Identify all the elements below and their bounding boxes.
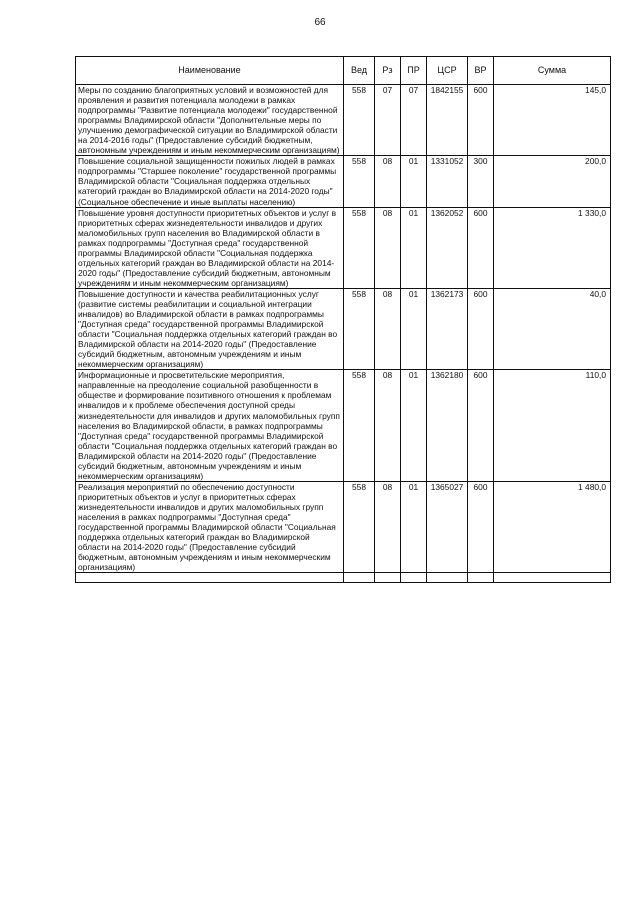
cell-rz: 07: [375, 85, 401, 156]
cell-sum: 200,0: [494, 156, 611, 207]
header-vr: ВР: [468, 57, 494, 85]
empty-cell: [401, 573, 427, 583]
cell-rz: 08: [375, 370, 401, 482]
empty-cell: [375, 573, 401, 583]
cell-pr: 07: [401, 85, 427, 156]
cell-pr: 01: [401, 156, 427, 207]
cell-vr: 300: [468, 156, 494, 207]
table-row: [76, 156, 611, 207]
table-row-empty: [76, 573, 611, 583]
cell-ved: 558: [344, 481, 375, 572]
page-number: 66: [314, 17, 326, 28]
empty-cell: [468, 573, 494, 583]
cell-name: Повышение социальной защищенности пожилых людей в рамках подпрограммы "Старшее поколение" государственной программы Владимирской области "Социальная поддержка отдельных категорий граждан во Владимирской области на 2014-2020 годы" (Социальное обеспечение и иные выплаты населению): [76, 156, 344, 207]
header-rz: Рз: [375, 57, 401, 85]
cell-csr: 1362180: [427, 370, 468, 482]
cell-ved: 558: [344, 207, 375, 288]
header-csr: ЦСР: [427, 57, 468, 85]
cell-sum: 1 330,0: [494, 207, 611, 288]
empty-cell: [344, 573, 375, 583]
header-ved: Вед: [344, 57, 375, 85]
cell-name: Информационные и просветительские мероприятия, направленные на преодоление социальной разобщенности в обществе и формирование позитивного отношения к проблемам инвалидов и к проблеме обеспечения доступной среды жизнедеятельности для инвалидов и других маломобильных групп населения во Владимирской области, в рамках подпрограммы "Доступная среда" государственной программы Владимирской области "Социальная поддержка отдельных категорий граждан во Владимирской области на 2014-2020 годы" (Предоставление субсидий бюджетным, автономным учреждениям и иным некоммерческим организациям): [76, 370, 344, 482]
cell-ved: 558: [344, 85, 375, 156]
cell-name: Реализация мероприятий по обеспечению доступности приоритетных объектов и услуг в приоритетных сферах жизнедеятельности инвалидов и других маломобильных групп населения в рамках подпрограммы "Доступная среда" государственной программы Владимирской области "Социальная поддержка отдельных категорий граждан во Владимирской области на 2014-2020 годы" (Предоставление субсидий бюджетным, автономным учреждениям и иным некоммерческим организациям): [76, 481, 344, 572]
header-sum: Сумма: [494, 57, 611, 85]
cell-vr: 600: [468, 481, 494, 572]
cell-pr: 01: [401, 288, 427, 369]
cell-csr: 1331052: [427, 156, 468, 207]
cell-rz: 08: [375, 481, 401, 572]
cell-rz: 08: [375, 156, 401, 207]
cell-ved: 558: [344, 288, 375, 369]
table-row: [76, 481, 611, 572]
cell-rz: 08: [375, 207, 401, 288]
cell-pr: 01: [401, 370, 427, 482]
cell-name: Повышение уровня доступности приоритетных объектов и услуг в приоритетных сферах жизнедеятельности инвалидов и других маломобильных групп населения во Владимирской области в рамках подпрограммы "Доступная среда" государственной программы Владимирской области "Социальная поддержка отдельных категорий граждан во Владимирской области на 2014-2020 годы" (Предоставление субсидий бюджетным, автономным учреждениям и иным некоммерческим организациям): [76, 207, 344, 288]
cell-vr: 600: [468, 370, 494, 482]
table-body: [76, 85, 611, 583]
cell-name: Меры по созданию благоприятных условий и возможностей для проявления и развития потенциала молодежи в рамках подпрограммы "Развитие потенциала молодежи" государственной программы Владимирской области "Дополнительные меры по улучшению демографической ситуации во Владимирской области на 2014-2016 годы" (Предоставление субсидий бюджетным, автономным учреждениям и иным некоммерческим организациям): [76, 85, 344, 156]
cell-ved: 558: [344, 370, 375, 482]
table-header: [76, 57, 611, 85]
cell-vr: 600: [468, 288, 494, 369]
table-row: [76, 85, 611, 156]
table-row: [76, 207, 611, 288]
cell-ved: 558: [344, 156, 375, 207]
header-name: Наименование: [76, 57, 344, 85]
cell-csr: 1362052: [427, 207, 468, 288]
cell-rz: 08: [375, 288, 401, 369]
cell-sum: 110,0: [494, 370, 611, 482]
cell-sum: 145,0: [494, 85, 611, 156]
empty-cell: [494, 573, 611, 583]
cell-sum: 1 480,0: [494, 481, 611, 572]
cell-sum: 40,0: [494, 288, 611, 369]
table-row: [76, 288, 611, 369]
cell-vr: 600: [468, 85, 494, 156]
cell-name: Повышение доступности и качества реабилитационных услуг (развитие системы реабилитации и социальной интеграции инвалидов) во Владимирской области в рамках подпрограммы "Доступная среда" государственной программы Владимирской области "Социальная поддержка отдельных категорий граждан во Владимирской области на 2014-2020 годы" (Предоставление субсидий бюджетным, автономным учреждениям и иным некоммерческим организациям): [76, 288, 344, 369]
header-pr: ПР: [401, 57, 427, 85]
cell-csr: 1365027: [427, 481, 468, 572]
budget-table: [75, 56, 611, 583]
cell-pr: 01: [401, 481, 427, 572]
table-row: [76, 370, 611, 482]
cell-pr: 01: [401, 207, 427, 288]
empty-cell: [427, 573, 468, 583]
empty-cell: [76, 573, 344, 583]
cell-vr: 600: [468, 207, 494, 288]
cell-csr: 1362173: [427, 288, 468, 369]
cell-csr: 1842155: [427, 85, 468, 156]
